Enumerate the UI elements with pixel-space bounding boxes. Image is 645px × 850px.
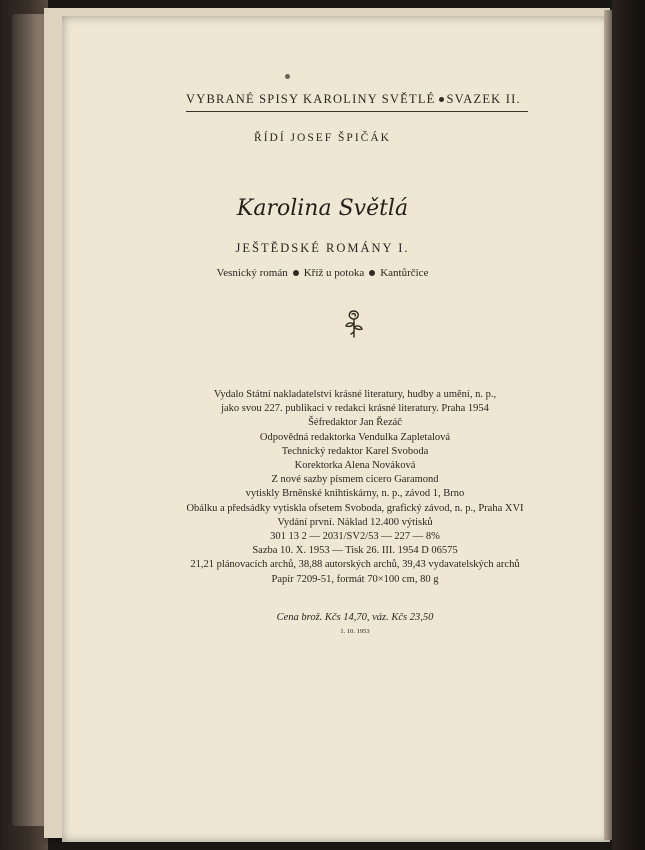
heading-rule <box>186 111 528 112</box>
contents-line <box>0 267 645 279</box>
bullet-icon <box>369 270 375 276</box>
rose-icon <box>343 307 365 339</box>
author-name: Karolina Světlá <box>236 196 409 221</box>
background-right <box>612 0 645 850</box>
book-title: JEŠTĚDSKÉ ROMÁNY I. <box>235 241 410 255</box>
printer-dot <box>285 74 290 79</box>
imprint-line: 301 13 2 — 2031/SV2/53 — 227 — 8% <box>270 531 440 543</box>
series-name: VYBRANÉ SPISY KAROLINY SVĚTLÉ <box>186 92 436 106</box>
imprint-line: Z nové sazby písmem cicero Garamond <box>271 474 439 486</box>
imprint-line: Obálku a předsádky vytiskla ofsetem Svoboda, grafický závod, n. p., Praha XVI <box>186 502 524 514</box>
imprint-line: Sazba 10. X. 1953 — Tisk 26. III. 1954 D 06575 <box>252 545 458 557</box>
bullet-icon <box>293 270 299 276</box>
bullet-icon <box>439 97 444 102</box>
imprint-line: Technický redaktor Karel Svoboda <box>281 445 429 457</box>
print-date: 1. 10. 1953 <box>340 628 370 635</box>
contents-item: Vesnický román <box>216 267 288 279</box>
series-heading <box>186 92 528 107</box>
imprint-block <box>140 388 570 587</box>
imprint-line: 21,21 plánovacích archů, 38,88 autorských archů, 39,43 vydavatelských archů <box>190 559 520 571</box>
contents-item: Kříž u potoka <box>303 267 365 279</box>
price-line: Cena brož. Kčs 14,70, váz. Kčs 23,50 <box>276 612 434 623</box>
volume-number: SVAZEK II. <box>446 92 521 106</box>
contents-item: Kantůrčice <box>380 267 429 279</box>
imprint-line: Šéfredaktor Jan Řezáč <box>308 417 402 429</box>
imprint-line: vytiskly Brněnské knihtiskárny, n. p., závod 1, Brno <box>245 488 465 500</box>
imprint-line: Vydalo Státní nakladatelství krásné literatury, hudby a umění, n. p., <box>213 389 497 400</box>
imprint-line: Papír 7209-51, formát 70×100 cm, 80 g <box>271 573 439 585</box>
series-director: ŘÍDÍ JOSEF ŠPIČÁK <box>254 132 391 144</box>
imprint-line: jako svou 227. publikaci v redakci krásné literatury. Praha 1954 <box>221 403 489 415</box>
imprint-line: Korektorka Alena Nováková <box>294 460 416 472</box>
imprint-line: Vydání první. Náklad 12.400 výtisků <box>277 516 433 528</box>
imprint-line: Odpovědná redaktorka Vendulka Zapletalová <box>259 431 451 443</box>
